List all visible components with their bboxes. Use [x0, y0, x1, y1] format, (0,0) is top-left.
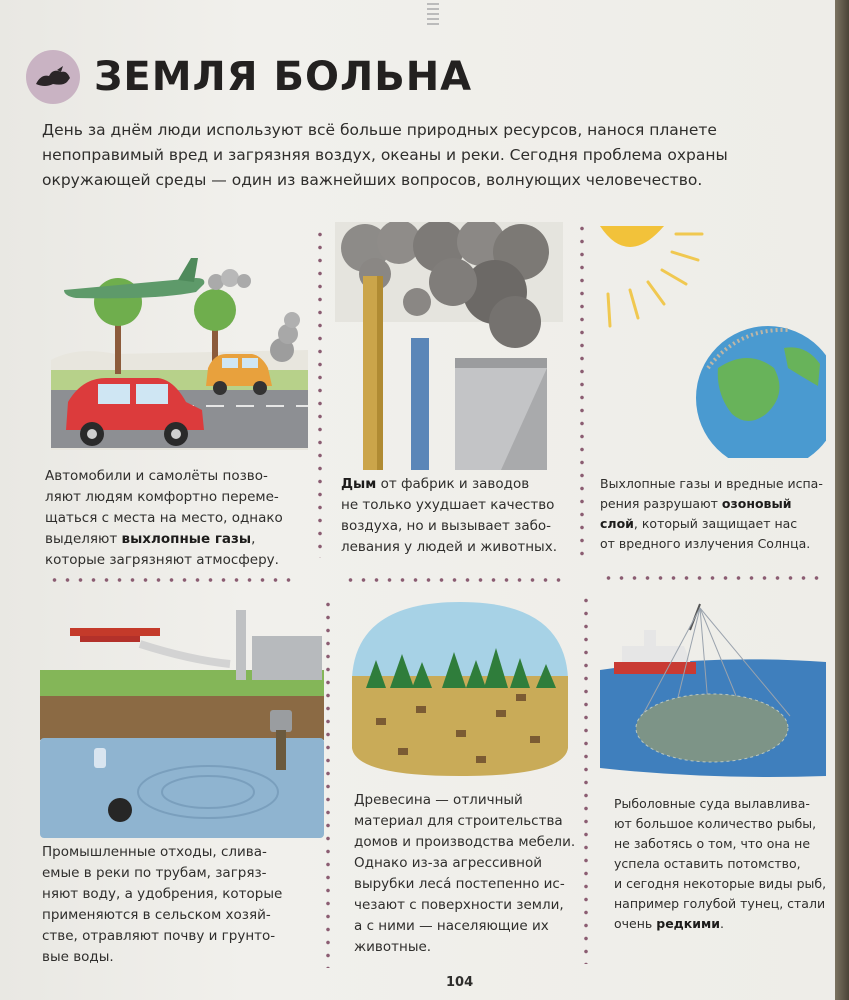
heading: [26, 50, 472, 104]
caption-text-run: успела оставить потомство,: [614, 856, 801, 871]
illustration-factory-smoke: [335, 222, 563, 470]
caption-text-run: ляют людям комфортно переме-: [45, 489, 279, 505]
caption-text-run: применяются в сельском хозяй-: [42, 907, 271, 923]
caption-text-run: левания у людей и животных.: [341, 539, 557, 555]
caption-text-run: няют воду, а удобрения, которые: [42, 886, 283, 902]
illustration-fishing-trawler: [600, 600, 828, 780]
caption-text-run: стве, отравляют почву и грунто-: [42, 928, 276, 944]
caption-text-run: слой: [600, 516, 634, 531]
caption-text-run: выхлопные газы: [121, 531, 252, 547]
illustration-cut-forest: [346, 598, 574, 778]
caption-forest: [354, 790, 584, 958]
illustration-cars-plane: [46, 250, 308, 450]
caption-text-run: ют большое количество рыбы,: [614, 816, 817, 831]
caption-text-run: чезают с поверхности земли,: [354, 897, 564, 913]
divider-horizontal-2: [344, 578, 566, 582]
caption-text-run: редкими: [656, 916, 720, 931]
caption-ozone: [600, 474, 830, 554]
divider-vertical-2: [580, 222, 584, 557]
divider-vertical-1: [318, 228, 322, 558]
caption-cars: [45, 466, 315, 571]
illustration-sun-earth: [598, 218, 826, 458]
caption-text-run: домов и производства мебели.: [354, 834, 576, 850]
intro-paragraph: День за днём люди используют всё больше природных ресурсов, нанося планете непоправимый вред и загрязняя воздух, океаны и реки. Сегодня проблема охраны окружающей среды — один из важнейших вопросов, волнующих человечество.: [42, 121, 728, 189]
caption-text-run: например голубой тунец, стали: [614, 896, 826, 911]
caption-text-run: емые в реки по трубам, загряз-: [42, 865, 267, 881]
caption-text-run: ,: [251, 531, 256, 547]
sad-earth-icon: [26, 50, 80, 104]
caption-text-run: озоновый: [721, 496, 792, 511]
caption-text-run: от вредного излучения Солнца.: [600, 536, 811, 551]
caption-text-run: очень: [614, 916, 657, 931]
caption-text-run: щаться с места на место, однако: [45, 510, 283, 526]
page-title: ЗЕМЛЯ БОЛЬНА: [94, 54, 473, 100]
caption-text-run: Промышленные отходы, слива-: [42, 844, 267, 860]
caption-text-run: Дым: [341, 476, 377, 492]
caption-text-run: .: [720, 916, 724, 931]
caption-text-run: Рыболовные суда вылавлива-: [614, 796, 810, 811]
caption-text-run: материал для строительства: [354, 813, 563, 829]
caption-text-run: Выхлопные газы и вредные испа-: [600, 476, 823, 491]
illustration-polluted-river: [40, 610, 324, 840]
caption-text-run: не только ухудшает качество: [341, 497, 555, 513]
binding-marks: [427, 0, 441, 28]
caption-text-run: рения разрушают: [600, 496, 722, 511]
caption-text-run: Автомобили и самолёты позво-: [45, 468, 268, 484]
caption-text-run: воздуха, но и вызывает забо-: [341, 518, 552, 534]
caption-text-run: и сегодня некоторые виды рыб,: [614, 876, 827, 891]
caption-text-run: животные.: [354, 939, 432, 955]
caption-text-run: Древесина — отличный: [354, 792, 523, 808]
book-spine: [835, 0, 849, 1000]
caption-text-run: а с ними — населяющие их: [354, 918, 549, 934]
page-number: 104: [446, 975, 474, 990]
divider-vertical-3: [326, 598, 330, 968]
caption-text-run: вырубки леса́ постепенно ис-: [354, 876, 565, 892]
caption-text-run: выделяют: [45, 531, 122, 547]
divider-horizontal-3: [602, 576, 820, 580]
caption-fishing: [614, 794, 832, 934]
caption-river: [42, 842, 312, 968]
caption-text-run: от фабрик и заводов: [376, 476, 530, 492]
caption-smoke: [341, 474, 571, 558]
caption-text-run: вые воды.: [42, 949, 114, 965]
caption-text-run: Однако из-за агрессивной: [354, 855, 543, 871]
caption-text-run: которые загрязняют атмосферу.: [45, 552, 279, 568]
divider-vertical-4: [584, 594, 588, 964]
divider-horizontal-1: [48, 578, 298, 582]
caption-text-run: , который защищает нас: [633, 516, 798, 531]
caption-text-run: не заботясь о том, что она не: [614, 836, 811, 851]
